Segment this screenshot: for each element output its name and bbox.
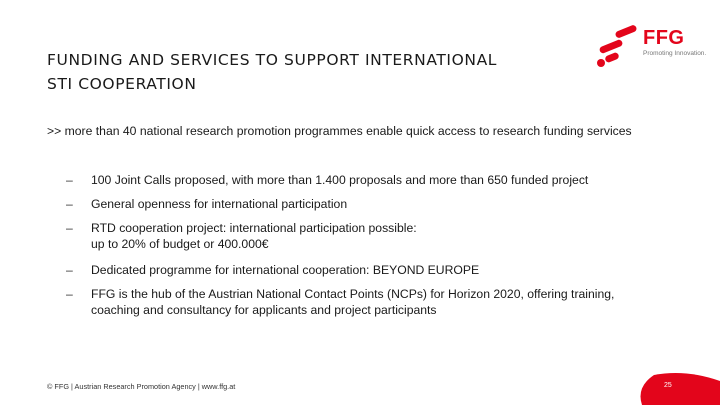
bullet-item: [66, 220, 686, 252]
ffg-logo: [593, 25, 707, 71]
bullet-text-continued: up to 20% of budget or 400.000€: [91, 237, 269, 251]
intro-text: >> more than 40 national research promotion programmes enable quick access to research funding services: [47, 124, 632, 138]
footer-text: © FFG | Austrian Research Promotion Agency | www.ffg.at: [47, 382, 236, 391]
bullet-text: General openness for international participation: [91, 197, 348, 211]
logo-wordmark: FFG: [643, 27, 685, 49]
bullet-marker: –: [66, 221, 73, 235]
bullet-item: [66, 262, 686, 278]
bullet-text: Dedicated programme for international cooperation: BEYOND EUROPE: [91, 263, 480, 277]
bullet-list: [66, 172, 686, 318]
bullet-marker: –: [66, 173, 73, 187]
page-badge-shape: [624, 371, 720, 405]
bullet-text: 100 Joint Calls proposed, with more than 1.400 proposals and more than 650 funded project: [91, 173, 589, 187]
bullet-marker: –: [66, 197, 73, 211]
bullet-text: RTD cooperation project: international participation possible:: [91, 221, 417, 235]
bullet-item: [66, 196, 686, 212]
page-number: 25: [664, 382, 672, 389]
bullet-text-continued: coaching and consultancy for applicants and project participants: [91, 303, 437, 317]
bullet-item: [66, 286, 686, 318]
bullet-item: [66, 172, 686, 188]
slide-title-line-1: FUNDING AND SERVICES TO SUPPORT INTERNATIONAL: [47, 51, 498, 69]
bullet-marker: –: [66, 263, 73, 277]
slide-title: [47, 48, 587, 96]
bullet-marker: –: [66, 287, 73, 301]
ffg-logo-mark-icon: [593, 25, 641, 71]
slide-title-line-2: STI COOPERATION: [47, 75, 197, 93]
logo-tagline: Promoting Innovation.: [643, 50, 707, 57]
bullet-text: FFG is the hub of the Austrian National Contact Points (NCPs) for Horizon 2020, offering training,: [91, 287, 615, 301]
